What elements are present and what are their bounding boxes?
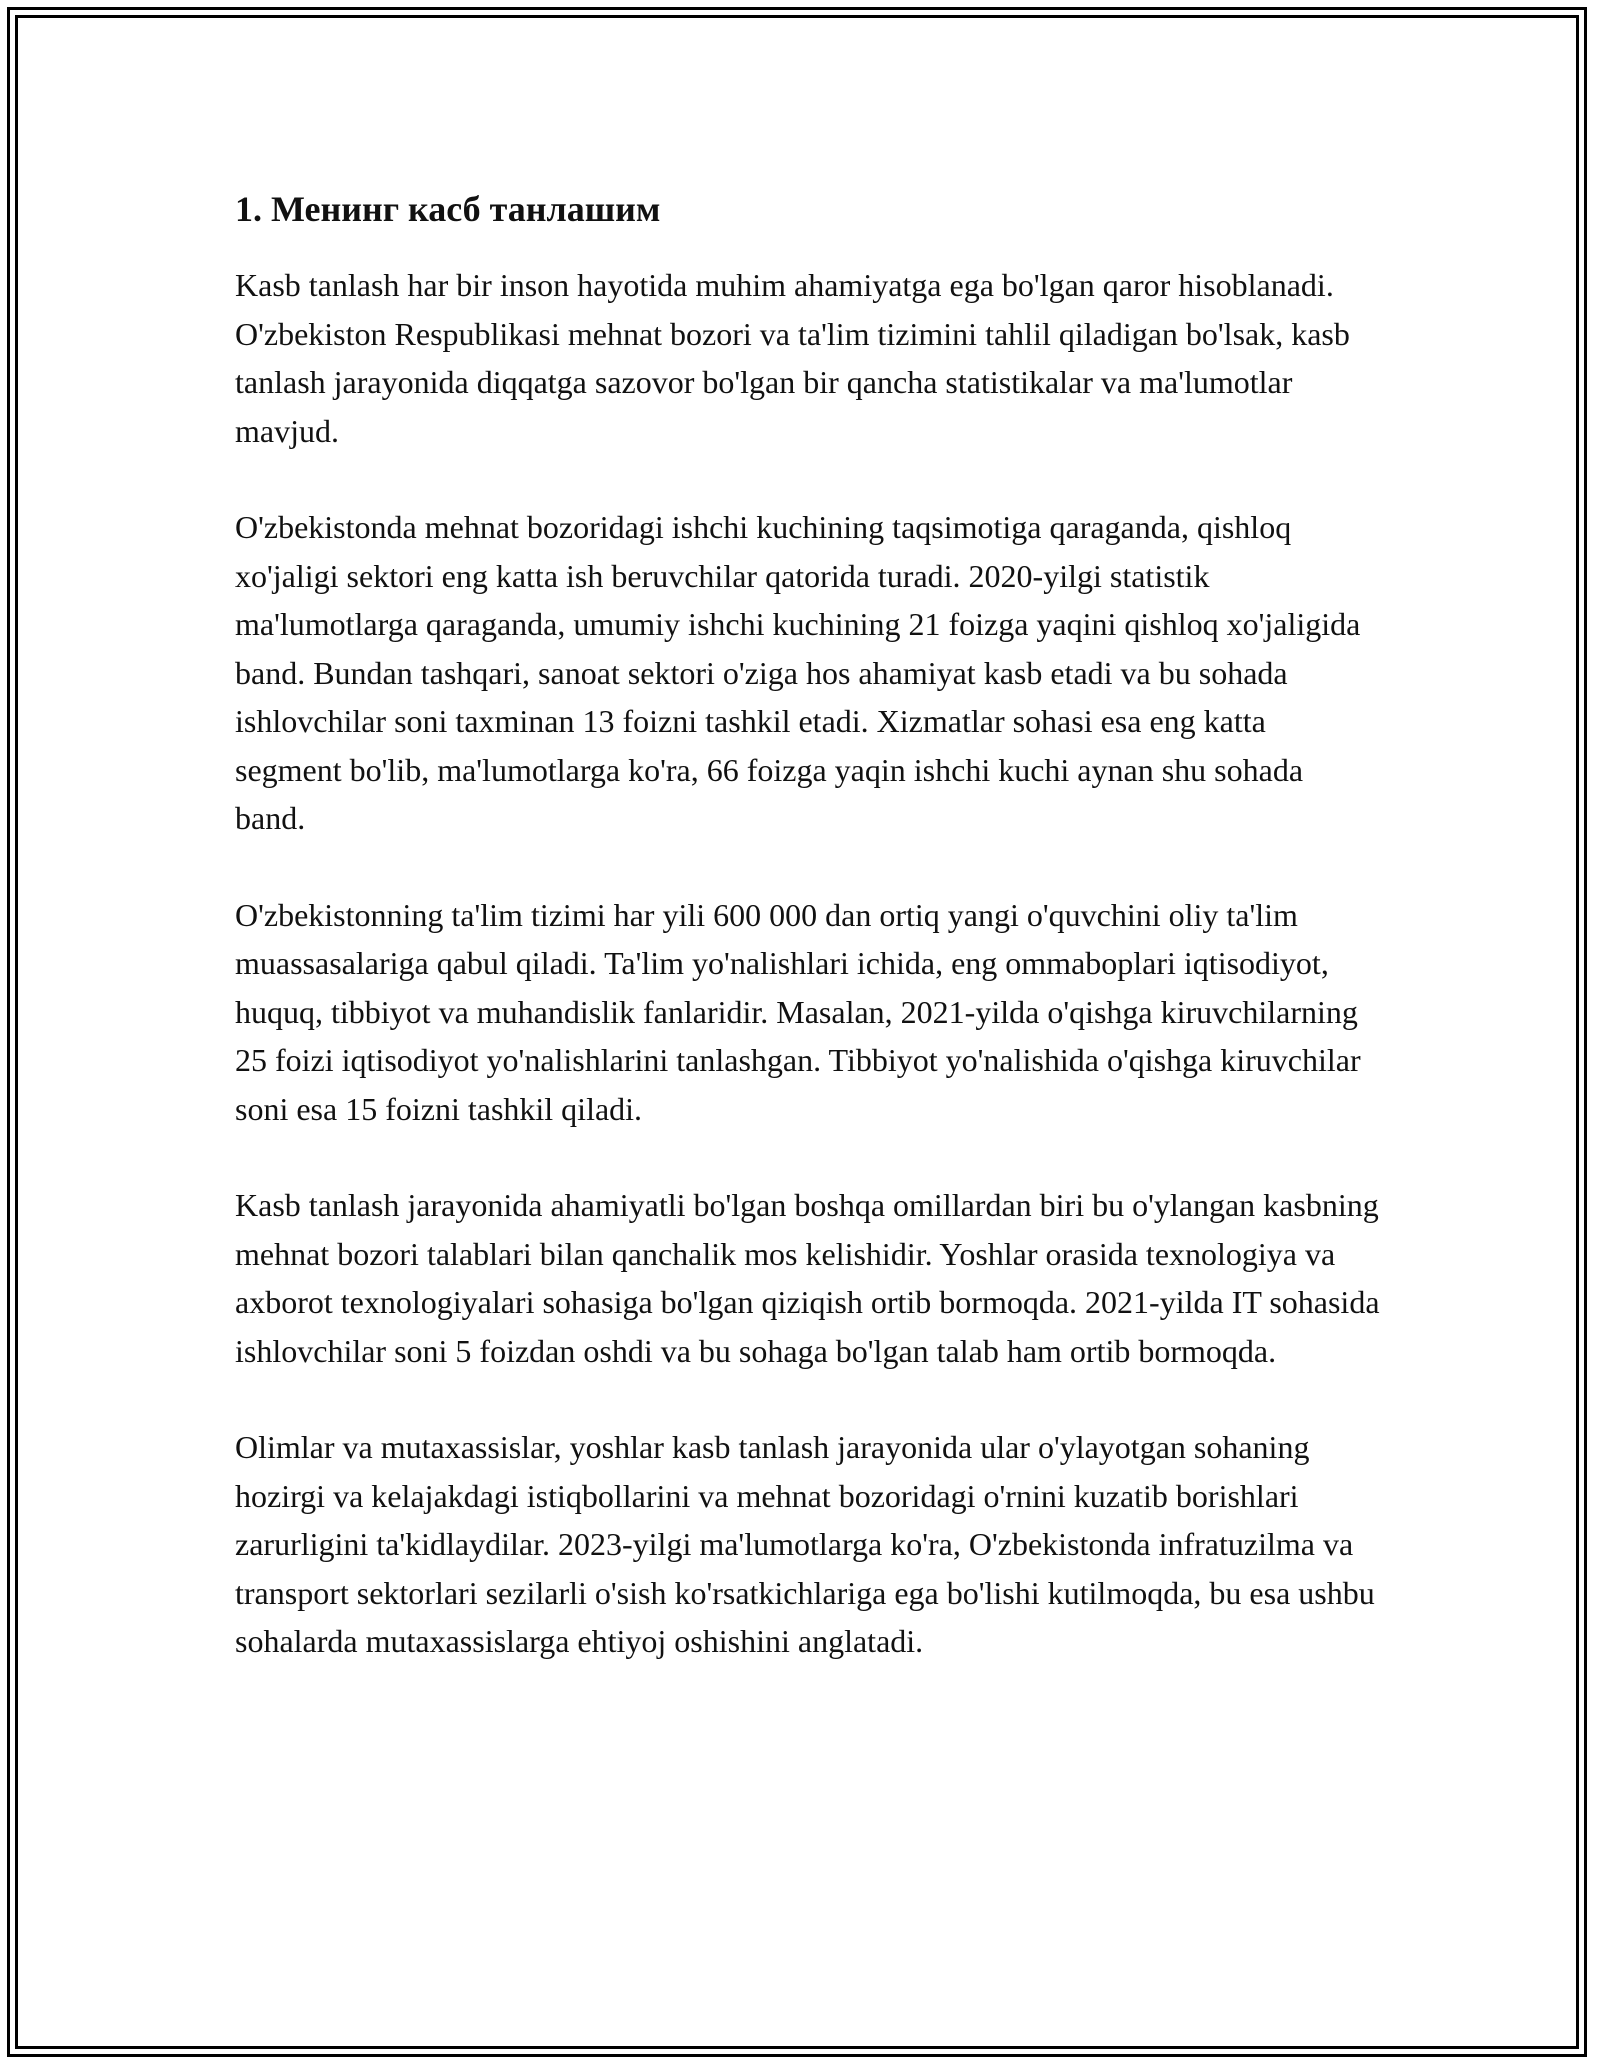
paragraph-2: O'zbekistonda mehnat bozoridagi ishchi kuchining taqsimotiga qaraganda, qishloq xo'jaligi sektori eng katta ish beruvchilar qatorida turadi. 2020-yilgi statistik ma'lumotlarga qaraganda, umumiy ishchi kuchining 21 foizga yaqini qishloq xo'jaligida band. Bundan tashqari, sanoat sektori o'ziga hos ahamiyat kasb etadi va bu sohada ishlovchilar soni taxminan 13 foizni tashkil etadi. Xizmatlar sohasi esa eng katta segment bo'lib, ma'lumotlarga ko'ra, 66 foizga yaqin ishchi kuchi aynan shu sohada band. [235,509,1361,837]
document-body [235,188,1380,1714]
section-heading: 1. Менинг касб танлашим [235,189,661,229]
paragraph-5: Olimlar va mutaxassislar, yoshlar kasb tanlash jarayonida ular o'ylayotgan sohaning hozirgi va kelajakdagi istiqbollarini va mehnat bozoridagi o'rnini kuzatib borishlari zarurligini ta'kidlaydilar. 2023-yilgi ma'lumotlarga ko'ra, O'zbekistonda infratuzilma va transport sektorlari sezilarli o'sish ko'rsatkichlariga ega bo'lishi kutilmoqda, bu esa ushbu sohalarda mutaxassislarga ehtiyoj oshishini anglatadi. [235,1429,1375,1660]
paragraph-1: Kasb tanlash har bir inson hayotida muhim ahamiyatga ega bo'lgan qaror hisoblanadi. O'zbekiston Respublikasi mehnat bozori va ta'lim tizimini tahlil qiladigan bo'lsak, kasb tanlash jarayonida diqqatga sazovor bo'lgan bir qancha statistikalar va ma'lumotlar mavjud. [235,267,1350,449]
paragraph-3: O'zbekistonning ta'lim tizimi har yili 600 000 dan ortiq yangi o'quvchini oliy ta'lim muassasalariga qabul qiladi. Ta'lim yo'nalishlari ichida, eng ommaboplari iqtisodiyot, huquq, tibbiyot va muhandislik fanlaridir. Masalan, 2021-yilda o'qishga kiruvchilarning 25 foizi iqtisodiyot yo'nalishlarini tanlashgan. Tibbiyot yo'nalishida o'qishga kiruvchilar soni esa 15 foizni tashkil qiladi. [235,896,1361,1127]
paragraph-4: Kasb tanlash jarayonida ahamiyatli bo'lgan boshqa omillardan biri bu o'ylangan kasbning mehnat bozori talablari bilan qanchalik mos kelishidir. Yoshlar orasida texnologiya va axborot texnologiyalari sohasiga bo'lgan qiziqish ortib bormoqda. 2021-yilda IT sohasida ishlovchilar soni 5 foizdan oshdi va bu sohaga bo'lgan talab ham ortib bormoqda. [235,1187,1380,1369]
